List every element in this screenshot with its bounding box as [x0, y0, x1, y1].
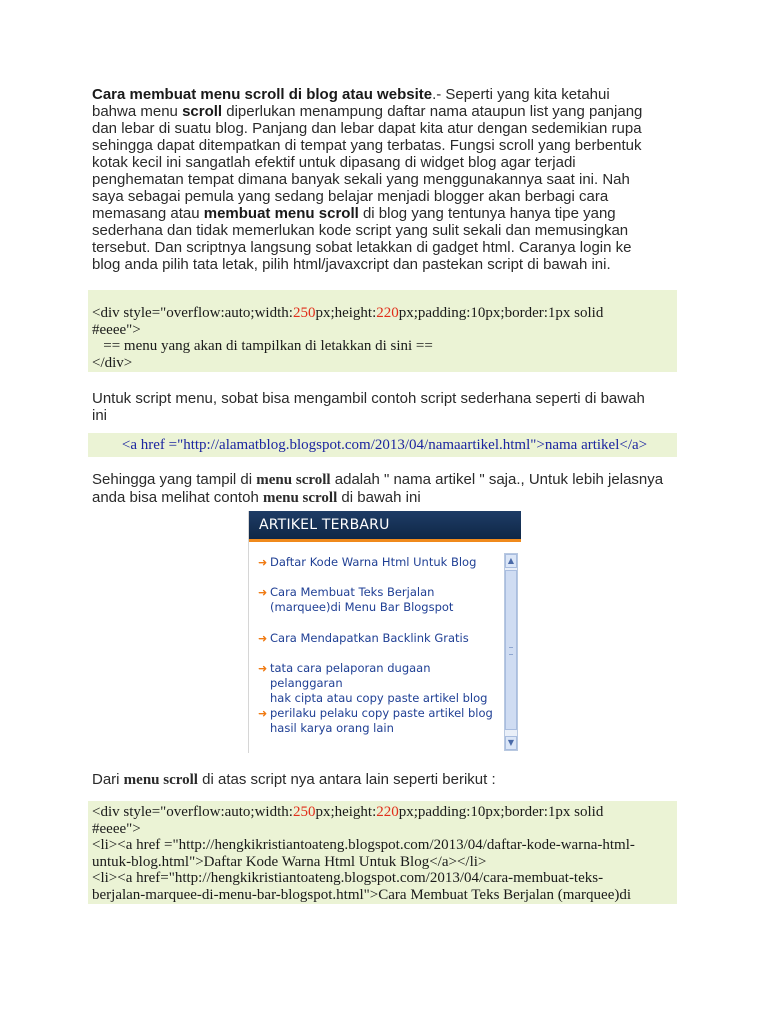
code-text: <div style="overflow:auto;width: [92, 804, 293, 820]
script-intro-paragraph [92, 771, 682, 789]
result-paragraph [92, 471, 682, 507]
code-text: px;height: [315, 305, 377, 321]
scroll-up-icon[interactable]: ▲ [505, 554, 517, 568]
widget-header [249, 511, 521, 542]
intro-text-2: diperlukan menampung daftar nama ataupun list yang panjang dan lebar di suatu blog. Panjang dan lebar dapat kita atur dengan sedemikian rupa sehingga dapat ditempatkan di tempat yang terbatas. Fungsi scroll yang berbentuk kotak kecil ini sangatlah efektif untuk dipasang di widget blog agar terjadi penghematan tempat dimana banyak sekali yang menggunakannya saat ini. Nah saya sebagai pemula yang sedang belajar menjadi blogger akan berbagi cara memasang atau [92, 103, 643, 222]
grip-icon [509, 647, 513, 655]
intro-paragraph [92, 86, 682, 273]
intro-text-3: di blog yang tentunya hanya tipe yang sederhana dan tidak memerlukan kode script yang sulit sekali dan memusingkan tersebut. Dan scriptnya langsung sobat letakkan di gadget html. Caranya login ke blog anda pilih tata letak, pilih html/javaxcript dan pastekan script di bawah ini. [92, 205, 632, 273]
para-text: di atas script nya antara lain seperti berikut : [197, 771, 496, 788]
code-text: px;padding:10px;border:1px solid #eeee"> == menu yang akan di tampilkan di letakkan di sini == </div> [92, 305, 604, 371]
menu-scroll-term: menu scroll [256, 472, 331, 488]
code-height-value: 220 [376, 305, 399, 321]
menu-scroll-term: menu scroll [262, 490, 338, 506]
code-block-div [88, 290, 677, 372]
code-text: px;height: [315, 804, 377, 820]
script-menu-paragraph: Untuk script menu, sobat bisa mengambil contoh script sederhana seperti di bawah ini [92, 390, 645, 424]
para-text: Sehingga yang tampil di [92, 471, 257, 488]
scroll-down-icon[interactable]: ▼ [505, 736, 517, 750]
article-link[interactable]: perilaku pelaku copy paste artikel blog hasil karya orang lain [270, 706, 493, 735]
article-title: Cara membuat menu scroll di blog atau website [92, 86, 433, 103]
code-text: px;padding:10px;border:1px solid #eeee"> <li><a href ="http://hengkikristiantoateng.blogspot.com/2013/04/daftar-kode-warna-html- untuk-blog.html">Daftar Kode Warna Html Untuk Blog</a></li> <li><a href="http://hengkikristiantoateng.blogspot.com/2013/04/cara-membuat-teks- berjalan-marquee-di-menu-bar-blogspot.html">Cara Membuat Teks Berjalan (marquee)di [92, 804, 635, 903]
arrow-right-icon: ➜ [258, 556, 268, 569]
menu-scroll-keyword: membuat menu scroll [203, 205, 359, 222]
scroll-keyword: scroll [182, 103, 223, 120]
article-link[interactable]: tata cara pelaporan dugaan pelanggaran hak cipta atau copy paste artikel blog [270, 661, 488, 705]
widget-title: ARTIKEL TERBARU [259, 517, 390, 533]
code-block-link: <a href ="http://alamatblog.blogspot.com/2013/04/namaartikel.html">nama artikel</a> [88, 433, 677, 457]
code-width-value: 250 [292, 305, 316, 321]
para-text: di bawah ini [337, 489, 421, 506]
article-link[interactable]: Cara Mendapatkan Backlink Gratis [270, 631, 469, 645]
intro-text-1: .- Seperti yang kita ketahui bahwa menu [92, 86, 610, 120]
scrollbar-thumb[interactable] [505, 570, 517, 730]
widget-scrollbar[interactable] [504, 553, 518, 751]
menu-scroll-term: menu scroll [123, 772, 198, 788]
para-text: adalah " nama artikel " saja., Untuk lebih jelasnya anda bisa melihat contoh [92, 471, 664, 506]
recent-articles-widget [248, 511, 521, 753]
code-width-value: 250 [292, 804, 316, 820]
arrow-right-icon: ➜ [258, 586, 268, 599]
arrow-right-icon: ➜ [258, 707, 268, 720]
arrow-right-icon: ➜ [258, 662, 268, 675]
code-height-value: 220 [376, 804, 399, 820]
article-link[interactable]: Daftar Kode Warna Html Untuk Blog [270, 555, 477, 569]
code-block-full [88, 801, 677, 904]
code-text: <div style="overflow:auto;width: [92, 305, 293, 321]
article-link[interactable]: Cara Membuat Teks Berjalan (marquee)di Menu Bar Blogspot [270, 585, 454, 614]
para-text: Dari [92, 771, 124, 788]
arrow-right-icon: ➜ [258, 632, 268, 645]
